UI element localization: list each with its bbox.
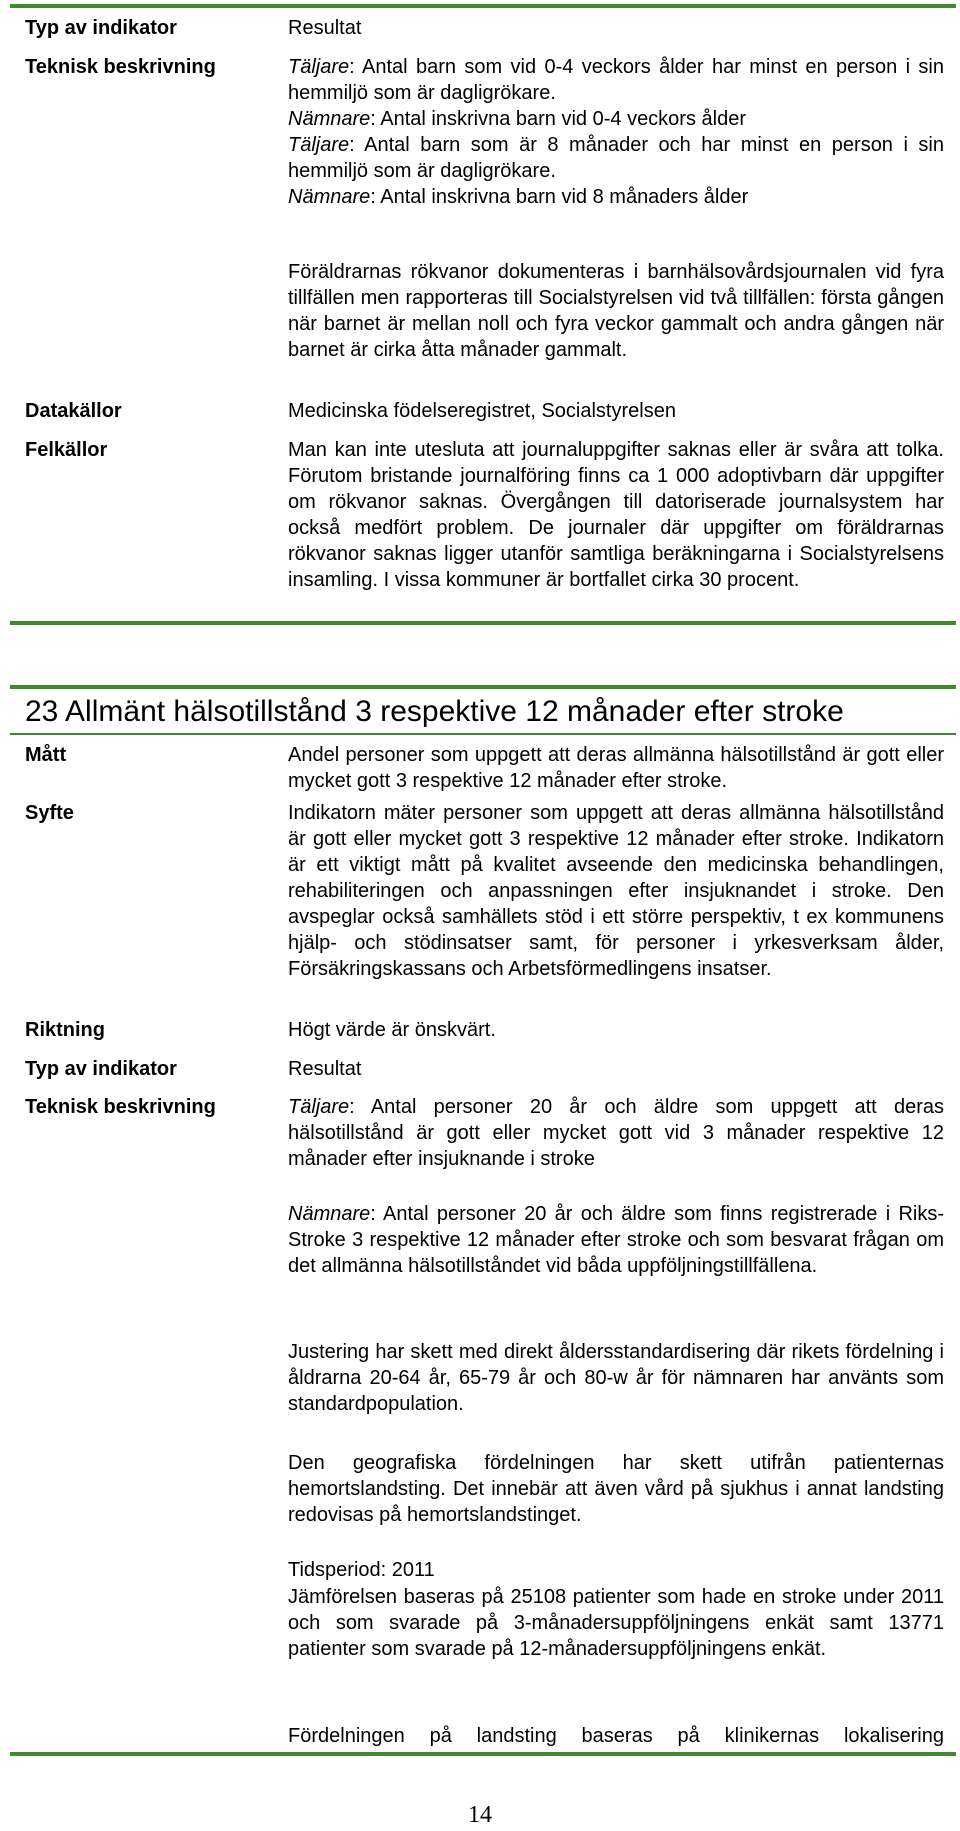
teknisk-beskrivning-value [288, 54, 944, 210]
teknisk-beskrivning-label: Teknisk beskrivning [25, 1096, 216, 1118]
namnare-definition [288, 1201, 944, 1279]
tidsperiod-text: Tidsperiod: 2011 [288, 1559, 435, 1581]
datakallor-value: Medicinska födelseregistret, Socialstyrelsen [288, 400, 676, 422]
taljare-definition [288, 1094, 944, 1172]
term-namnare: Nämnare [288, 186, 371, 208]
definition-text: : Antal inskrivna barn vid 8 månaders ålder [370, 186, 749, 208]
taljare-line-1 [288, 54, 944, 106]
term-taljare: Täljare [288, 1096, 350, 1118]
section-title: 23 Allmänt hälsotillstånd 3 respektive 12 månader efter stroke [25, 695, 844, 728]
definition-text: : Antal personer 20 år och äldre som finns registrerade i Riks-Stroke 3 respektive 12 månader efter stroke och som besvarat frågan om det allmänna hälsotillståndet vid båda uppföljningstillfällena. [288, 1203, 944, 1277]
geografisk-paragraph: Den geografiska fördelningen har skett utifrån patienternas hemortslandsting. Det innebär att även vård på sjukhus i annat landsting redovisas på hemortslandstinget. [288, 1452, 944, 1526]
typ-av-indikator-label: Typ av indikator [25, 1058, 177, 1080]
term-taljare: Täljare [288, 56, 350, 78]
definition-text: : Antal barn som vid 0-4 veckors ålder har minst en person i sin hemmiljö som är dagligrökare. [288, 56, 944, 104]
jamforelse-paragraph: Jämförelsen baseras på 25108 patienter som hade en stroke under 2011 och som svarade på 3-månadersuppföljningens enkät samt 13771 patienter som svarade på 12-månadersuppföljningens enkät. [288, 1586, 944, 1660]
term-namnare: Nämnare [288, 108, 371, 130]
riktning-label: Riktning [25, 1019, 105, 1041]
term-taljare: Täljare [288, 134, 350, 156]
syfte-label: Syfte [25, 802, 74, 824]
justering-paragraph: Justering har skett med direkt åldersstandardisering där rikets fördelning i åldrarna 20-64 år, 65-79 år och 80-w år för nämnaren har använts som standardpopulation. [288, 1341, 944, 1415]
definition-text: : Antal personer 20 år och äldre som uppgett att deras hälsotillstånd är gott eller mycket gott vid 3 månader respektive 12 månader efter insjuknande i stroke [288, 1096, 944, 1170]
page-number: 14 [468, 1802, 492, 1828]
teknisk-beskrivning-label: Teknisk beskrivning [25, 56, 216, 78]
table-top-rule [10, 4, 956, 8]
datakallor-label: Datakällor [25, 400, 122, 422]
typ-av-indikator-label: Typ av indikator [25, 17, 177, 39]
teknisk-beskrivning-paragraph: Föräldrarnas rökvanor dokumenteras i barnhälsovårdsjournalen vid fyra tillfällen men rapporteras till Socialstyrelsen vid två tillfällen: första gången när barnet är mellan noll och fyra veckor gammalt och andra gången när barnet är cirka åtta månader gammalt. [288, 261, 944, 361]
typ-av-indikator-value: Resultat [288, 17, 362, 39]
felkallor-label: Felkällor [25, 439, 108, 461]
definition-text: : Antal inskrivna barn vid 0-4 veckors ålder [370, 108, 746, 130]
typ-av-indikator-value: Resultat [288, 1058, 362, 1080]
felkallor-value: Man kan inte utesluta att journaluppgifter saknas eller är svåra att tolka. Förutom bristande journalföring finns ca 1 000 adoptivbarn där uppgifter om rökvanor saknas. Övergången till datoriserade journalsystem har också medfört problem. De journaler där uppgifter om föräldrarnas rökvanor saknas ligger utanför samtliga beräkningarna i Socialstyrelsens insamling. I vissa kommuner är bortfallet cirka 30 procent. [288, 439, 944, 591]
namnare-line-1 [288, 106, 944, 132]
riktning-value: Högt värde är önskvärt. [288, 1019, 496, 1041]
fordelning-paragraph: Fördelningen på landsting baseras på klinikernas lokalisering [288, 1725, 944, 1747]
definition-text: : Antal barn som är 8 månader och har minst en person i sin hemmiljö som är dagligrökare. [288, 134, 944, 182]
matt-label: Mått [25, 744, 67, 766]
matt-value: Andel personer som uppgett att deras allmänna hälsotillstånd är gott eller mycket gott 3 respektive 12 månader efter stroke. [288, 744, 944, 792]
namnare-line-2 [288, 184, 944, 210]
syfte-value: Indikatorn mäter personer som uppgett att deras allmänna hälsotillstånd är gott eller mycket gott 3 respektive 12 månader efter stroke. Indikatorn är ett viktigt mått på kvalitet avseende den medicinska behandlingen, rehabiliteringen och anpassningen efter insjuknandet i stroke. Den avspeglar också samhällets stöd i ett större perspektiv, t ex kommunens hjälp- och stödinsatser samt, för personer i yrkesverksam ålder, Försäkringskassans och Arbetsförmedlingens insatser. [288, 802, 944, 980]
term-namnare: Nämnare [288, 1203, 371, 1225]
section-top-rule [10, 685, 956, 689]
table-bottom-rule [10, 621, 956, 625]
section-bottom-rule [10, 1752, 956, 1756]
section-title-rule [10, 733, 956, 735]
taljare-line-2 [288, 132, 944, 184]
